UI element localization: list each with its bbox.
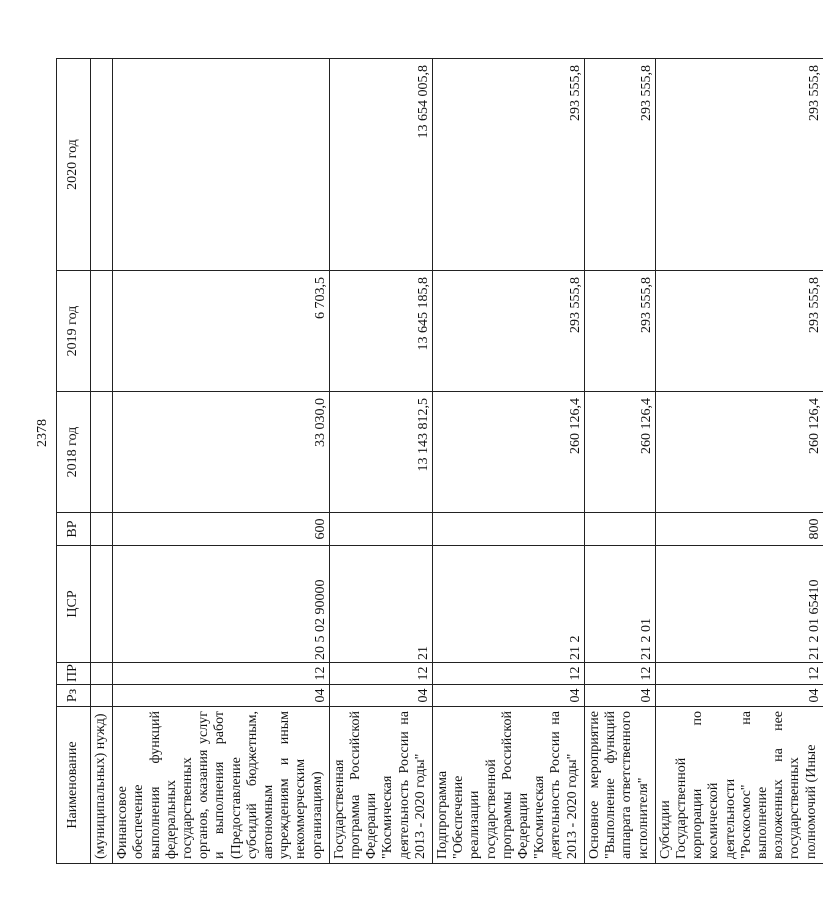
row-vr bbox=[329, 513, 432, 546]
header-csr: ЦСР bbox=[57, 546, 91, 663]
row-pr bbox=[91, 663, 113, 685]
row-2018 bbox=[91, 392, 113, 513]
row-csr bbox=[91, 546, 113, 663]
header-name: Наименование bbox=[57, 707, 91, 864]
table-row bbox=[433, 59, 585, 864]
row-2020 bbox=[113, 59, 330, 271]
row-2019: 6 703,5 bbox=[113, 271, 330, 392]
row-vr bbox=[433, 513, 585, 546]
row-name: Финансовое обеспечение выполнения функций федеральных государственных органов, оказания услуг и выполнения работ (Предоставление субсидий бюджетным, автономным учреждениям и иным некоммерческим организациям) bbox=[113, 707, 330, 864]
row-vr bbox=[584, 513, 655, 546]
row-name: Субсидии Государственной корпорации по космической деятельности "Роскосмос" на выполнение возложенных на нее государственных полномочий (Иные bbox=[655, 707, 823, 864]
row-rz: 04 bbox=[113, 685, 330, 707]
row-name: (муниципальных) нужд) bbox=[91, 707, 113, 864]
row-2018: 13 143 812,5 bbox=[329, 392, 432, 513]
row-2018: 33 030,0 bbox=[113, 392, 330, 513]
row-csr: 21 2 bbox=[433, 546, 585, 663]
row-rz: 04 bbox=[655, 685, 823, 707]
row-name: Основное мероприятие "Выполнение функций аппарата ответственного исполнителя" bbox=[584, 707, 655, 864]
row-pr: 12 bbox=[655, 663, 823, 685]
header-pr: ПР bbox=[57, 663, 91, 685]
row-2019: 293 555,8 bbox=[655, 271, 823, 392]
row-2019: 293 555,8 bbox=[584, 271, 655, 392]
header-2020: 2020 год bbox=[57, 59, 91, 271]
row-2019: 293 555,8 bbox=[433, 271, 585, 392]
row-pr: 12 bbox=[584, 663, 655, 685]
row-2018: 260 126,4 bbox=[584, 392, 655, 513]
row-rz: 04 bbox=[584, 685, 655, 707]
row-2020: 293 555,8 bbox=[655, 59, 823, 271]
row-vr: 800 bbox=[655, 513, 823, 546]
row-name: Подпрограмма "Обеспечение реализации государственной программы Российской Федерации "Космическая деятельность России на 2013 - 2020 годы" bbox=[433, 707, 585, 864]
row-2019: 13 645 185,8 bbox=[329, 271, 432, 392]
row-name: Государственная программа Российской Федерации "Космическая деятельность России на 2013 - 2020 годы" bbox=[329, 707, 432, 864]
header-2019: 2019 год bbox=[57, 271, 91, 392]
row-csr: 21 2 01 65410 bbox=[655, 546, 823, 663]
page-number: 2378 bbox=[35, 419, 50, 447]
header-vr: ВР bbox=[57, 513, 91, 546]
row-rz: 04 bbox=[433, 685, 585, 707]
row-csr: 20 5 02 90000 bbox=[113, 546, 330, 663]
table-row bbox=[329, 59, 432, 864]
budget-table bbox=[56, 58, 823, 864]
table-header-row bbox=[57, 59, 91, 864]
row-2018: 260 126,4 bbox=[433, 392, 585, 513]
row-2020: 293 555,8 bbox=[584, 59, 655, 271]
row-2020: 293 555,8 bbox=[433, 59, 585, 271]
row-pr: 12 bbox=[329, 663, 432, 685]
row-rz: 04 bbox=[329, 685, 432, 707]
table-row bbox=[91, 59, 113, 864]
row-pr: 12 bbox=[113, 663, 330, 685]
table-row bbox=[584, 59, 655, 864]
row-csr: 21 bbox=[329, 546, 432, 663]
rotated-table-container bbox=[56, 59, 822, 864]
row-csr: 21 2 01 bbox=[584, 546, 655, 663]
row-2019 bbox=[91, 271, 113, 392]
row-2020 bbox=[91, 59, 113, 271]
row-vr: 600 bbox=[113, 513, 330, 546]
row-2020: 13 654 005,8 bbox=[329, 59, 432, 271]
header-rz: Рз bbox=[57, 685, 91, 707]
header-2018: 2018 год bbox=[57, 392, 91, 513]
table-row bbox=[113, 59, 330, 864]
table-row bbox=[655, 59, 823, 864]
row-2018: 260 126,4 bbox=[655, 392, 823, 513]
row-rz bbox=[91, 685, 113, 707]
row-pr: 12 bbox=[433, 663, 585, 685]
row-vr bbox=[91, 513, 113, 546]
